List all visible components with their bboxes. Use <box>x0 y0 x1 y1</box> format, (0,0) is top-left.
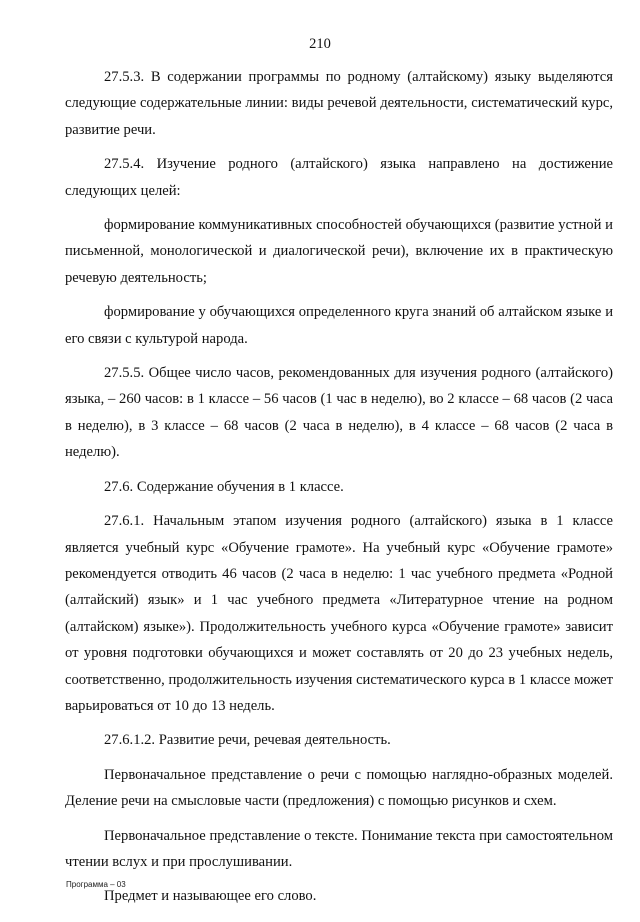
paragraph-goal-knowledge: формирование у обучающихся определенного круга знаний об алтайском языке и его связи с культурой народа. <box>65 304 613 347</box>
page-footer: Программа – 03 <box>66 880 126 889</box>
paragraph-27-5-3: 27.5.3. В содержании программы по родному (алтайскому) языку выделяются следующие содержательные линии: виды речевой деятельности, систематический курс, развитие речи. <box>65 69 613 138</box>
paragraph-text-representation: Первоначальное представление о тексте. Понимание текста при самостоятельном чтении вслух и при прослушивании. <box>65 827 613 870</box>
paragraph-27-5-5: 27.5.5. Общее число часов, рекомендованных для изучения родного (алтайского) языка, – 260 часов: в 1 классе – 56 часов (1 час в неделю), во 2 классе – 68 часов (2 часа в неделю), в 3 классе – 68 часов (2 часа в неделю), в 4 классе – 68 часов (2 часа в неделю). <box>65 365 613 461</box>
paragraph-speech-representation: Первоначальное представление о речи с помощью наглядно-образных моделей. Деление речи на смысловые части (предложения) с помощью рисунков и схем. <box>65 766 613 810</box>
paragraph-goal-communicative: формирование коммуникативных способностей обучающихся (развитие устной и письменной, монологической и диалогической речи), включение их в практическую речевую деятельность; <box>65 217 613 286</box>
paragraph-27-5-4: 27.5.4. Изучение родного (алтайского) языка направлено на достижение следующих целей: <box>65 156 613 199</box>
document-body <box>65 64 613 918</box>
page-number: 210 <box>309 36 331 52</box>
paragraph-27-6: 27.6. Содержание обучения в 1 классе. <box>104 478 344 495</box>
paragraph-object-and-word: Предмет и называющее его слово. <box>104 888 317 905</box>
paragraph-27-6-1: 27.6.1. Начальным этапом изучения родного (алтайского) языка в 1 классе является учебный курс «Обучение грамоте». На учебный курс «Обучение грамоте» рекомендуется отводить 46 часов (2 часа в неделю: 1 час учебного предмета «Родной (алтайский) язык» и 1 час учебного предмета «Литературное чтение на родном (алтайском) языке»). Продолжительность учебного курса «Обучение грамоте» зависит от уровня подготовки обучающихся и может составлять от 20 до 23 учебных недель, соответственно, продолжительность изучения систематического курса в 1 классе может варьироваться от 10 до 13 недель. <box>65 513 613 714</box>
paragraph-27-6-1-2: 27.6.1.2. Развитие речи, речевая деятельность. <box>104 732 391 749</box>
